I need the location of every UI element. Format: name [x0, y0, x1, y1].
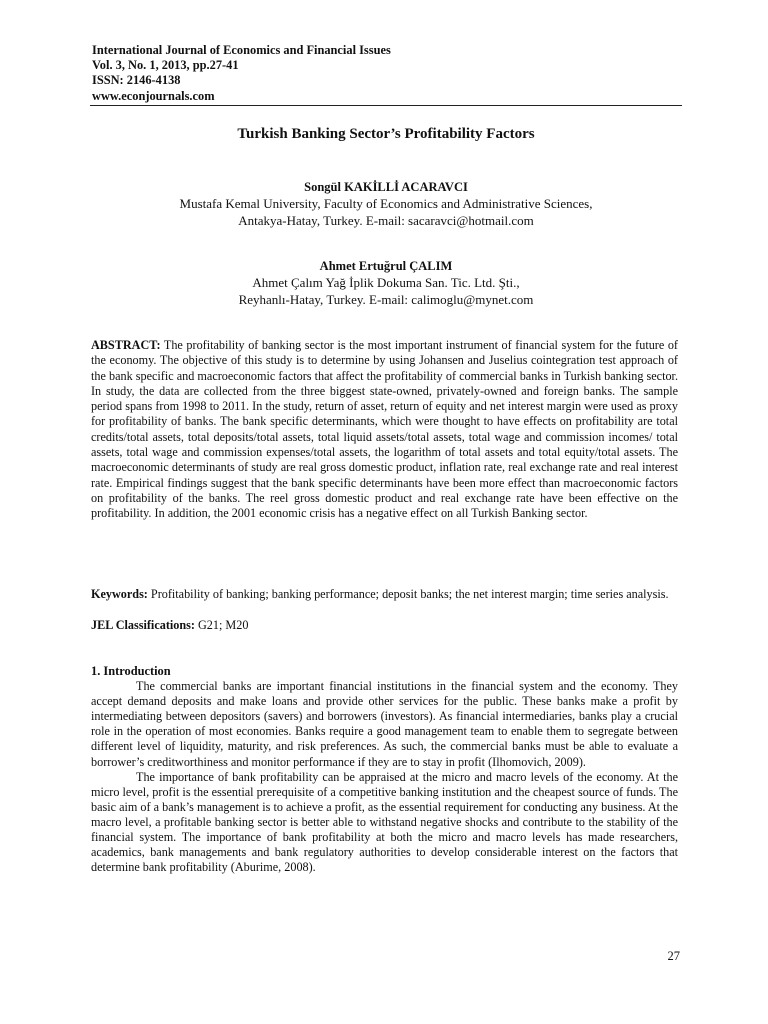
introduction-section — [91, 664, 678, 875]
keywords-text: Profitability of banking; banking performance; deposit banks; the net interest margin; time series analysis. — [150, 587, 669, 601]
author-block-1 — [90, 179, 682, 229]
abstract-text: The profitability of banking sector is the most important instrument of financial system for the future of the economy. The objective of this study is to determine by using Johansen and Juselius cointegration test approach of the bank specific and macroeconomic factors that affect the profitability of commercial banks in Turkish banking sector. In study, the data are collected from the three biggest state-owned, privately-owned and foreign banks. The sample period spans from 1998 to 2011. In the study, return of asset, return of equity and net interest margin were used as proxy for profitability of banks. The bank specific determinants, which were thought to have effects on profitability are total credits/total assets, total deposits/total assets, total liquid assets/total assets, total wage and commission incomes/ total assets, total wage and commission expenses/total assets, the logarithm of total assets and total equity/total assets. The macroeconomic determinants of study are real gross domestic product, inflation rate, real exchange rate and real interest rate. Empirical findings suggest that the bank specific determinants have been more effect than macroeconomic factors on profitability of the banks. The reel gross domestic product and real exchange rate have been effective on the profitability. In addition, the 2001 economic crisis has a negative effect on all Turkish Banking sector. — [91, 338, 678, 521]
paper-title: Turkish Banking Sector’s Profitability Factors — [237, 126, 535, 142]
journal-issn: ISSN: 2146-4138 — [92, 73, 181, 88]
paragraph: The commercial banks are important financial institutions in the financial system and the economy. They accept demand deposits and make loans and provide other services for the public. These banks make a profit by intermediating between depositors (savers) and borrowers (investors). As financial intermediaries, banks play a crucial role in the operation of most economies. Banks require a good management team to enable them to segregate between different level of liquidity, maturity, and risk preferences. As such, the commercial banks must be able to evaluate a borrower’s creditworthiness and monitor performance if they are to stay in profit (Ilhomovich, 2009). — [91, 679, 678, 769]
section-heading: 1. Introduction — [91, 664, 171, 678]
journal-name: International Journal of Economics and Financial Issues — [92, 43, 391, 57]
author-affiliation: Mustafa Kemal University, Faculty of Economics and Administrative Sciences, — [179, 195, 593, 211]
author-block-2 — [90, 258, 682, 308]
paragraph: The importance of bank profitability can be appraised at the micro and macro levels of the economy. At the micro level, profit is the essential prerequisite of a competitive banking institution and the cheapest source of funds. The basic aim of a bank’s management is to achieve a profit, as the essential requirement for conducting any business. At the macro level, a profitable banking sector is better able to withstand negative shocks and contribute to the stability of the financial system. The importance of bank profitability at both the micro and macro levels has made researchers, academics, bank managements and bank regulatory authorities to develop considerable interest on the factors that determine bank profitability (Aburime, 2008). — [91, 769, 678, 875]
author-name: Songül KAKİLLİ ACARAVCI — [304, 180, 468, 194]
journal-website: www.econjournals.com — [92, 88, 215, 103]
keywords-label: Keywords: — [91, 587, 148, 601]
abstract-label: ABSTRACT: — [91, 338, 161, 352]
jel-label: JEL Classifications: — [91, 618, 195, 632]
author-affiliation: Ahmet Çalım Yağ İplik Dokuma San. Tic. Ltd. Şti., — [252, 274, 520, 290]
author-contact: Antakya-Hatay, Turkey. E-mail: sacaravci@hotmail.com — [238, 212, 534, 228]
keywords — [91, 587, 678, 602]
journal-header — [92, 43, 682, 104]
header-divider — [90, 105, 682, 106]
author-contact: Reyhanlı-Hatay, Turkey. E-mail: calimoglu@mynet.com — [238, 291, 534, 307]
author-name: Ahmet Ertuğrul ÇALIM — [319, 259, 453, 273]
jel-classifications — [91, 618, 678, 633]
page-number: 27 — [667, 949, 680, 963]
abstract — [91, 338, 678, 522]
journal-volume: Vol. 3, No. 1, 2013, pp.27-41 — [92, 58, 239, 73]
jel-text: G21; M20 — [198, 618, 249, 632]
